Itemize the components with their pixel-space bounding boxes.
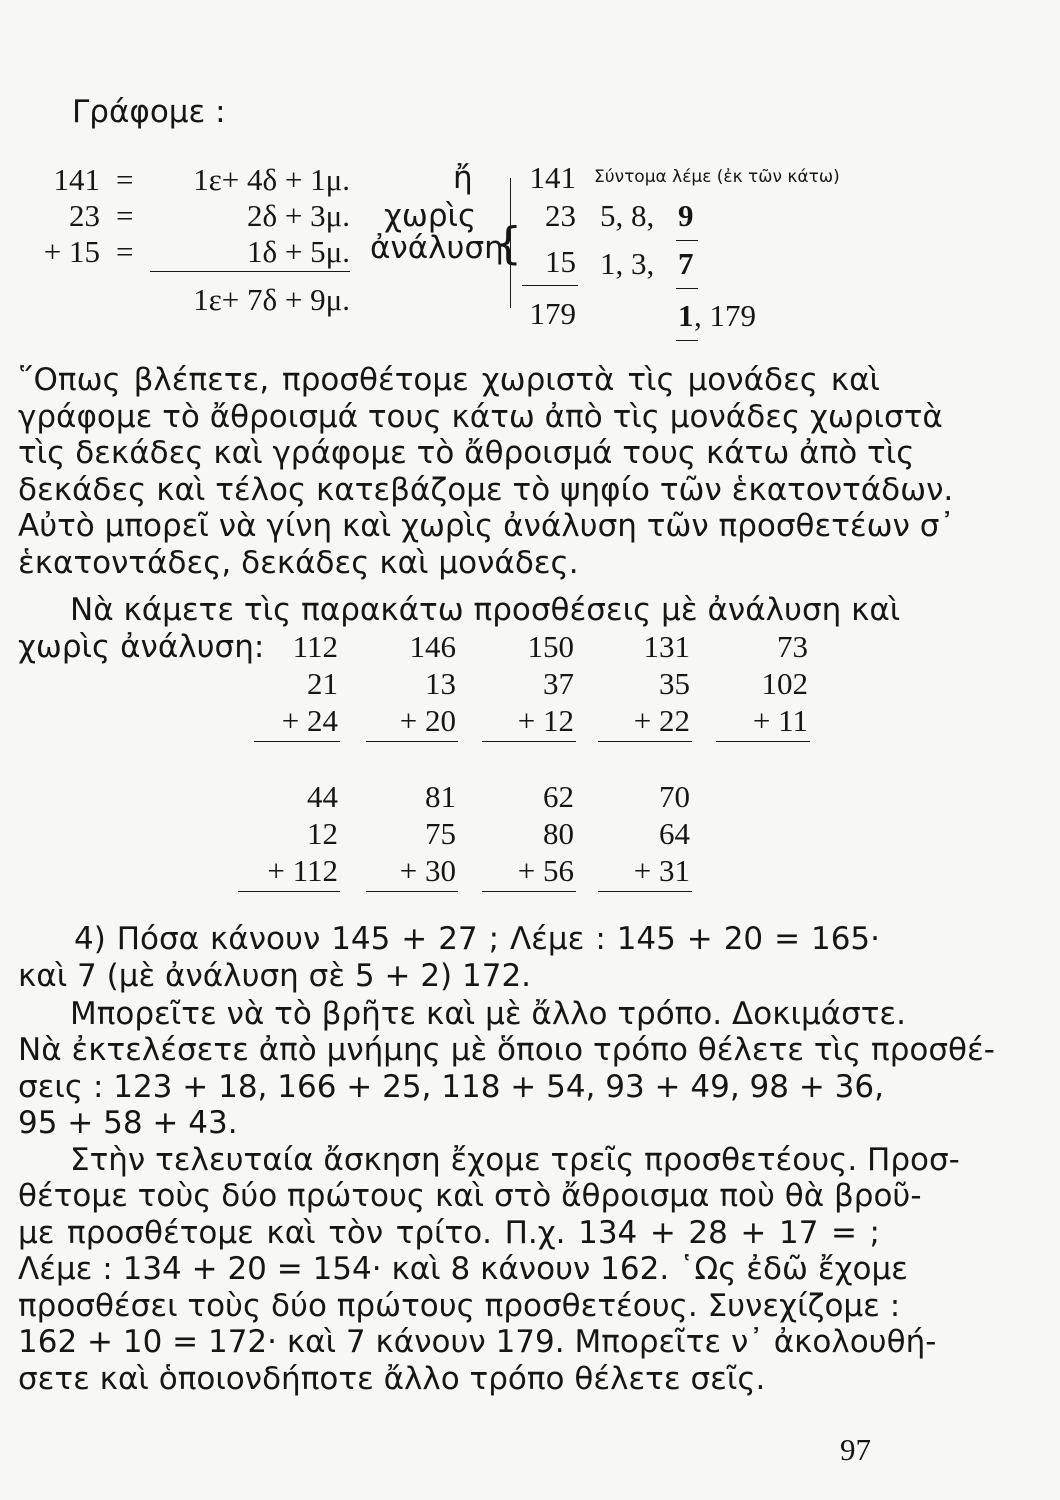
analysis-word: ἀνάλυση [370, 230, 504, 266]
text-line: με προσθέτομε καὶ τὸν τρίτο. Π.χ. 134 + 28 + 17 = ; [18, 1214, 880, 1251]
tens-rule [676, 288, 698, 289]
exercise-instruction [70, 592, 901, 629]
tens-carry-7: 7 [678, 246, 694, 281]
hundreds-digit: 1 [678, 298, 694, 333]
sum-rule [482, 891, 576, 892]
short-note: Σύντομα λέμε (ἐκ τῶν κάτω) [594, 167, 840, 187]
text-line: Λέμε : 134 + 20 = 154· καὶ 8 κάνουν 162. ῾Ως ἐδῶ ἔχομε [18, 1251, 908, 1287]
operand: 37 [543, 666, 574, 701]
without-word: χωρὶς [384, 198, 477, 234]
equals-sign: = [116, 234, 134, 269]
operand: 35 [659, 666, 690, 701]
expansion-141: 1ε+ 4δ + 1μ. [193, 162, 350, 197]
operand: 12 [307, 816, 338, 851]
operand: 21 [307, 666, 338, 701]
operand: + 31 [633, 853, 690, 888]
units-rule [676, 240, 698, 241]
text-line: σετε καὶ ὁποιονδήποτε ἄλλο τρόπο θέλετε σεῖς. [18, 1360, 766, 1397]
operand: + 112 [267, 853, 338, 888]
text-line: θέτομε τοὺς δύο πρώτους καὶ στὸ ἄθροισμα ποὺ θὰ βροῦ- [18, 1178, 922, 1214]
text-line: Νὰ ἐκτελέσετε ἀπὸ μνήμης μὲ ὅποιο τρόπο θέλετε τὶς προσθέ- [18, 1032, 995, 1068]
column-141: 141 [529, 160, 576, 195]
equals-sign: = [116, 198, 134, 233]
addend-141: 141 [53, 162, 100, 197]
operand: + 56 [517, 853, 574, 888]
text-line: προσθέσει τοὺς δύο πρώτους προσθετέους. Συνεχίζομε : [18, 1287, 901, 1324]
sum-rule [598, 741, 692, 742]
text-line: 4) Πόσα κάνουν 145 + 27 ; Λέμε : 145 + 20 = 165· [74, 921, 880, 957]
operand: + 30 [399, 853, 456, 888]
operand: 146 [409, 629, 456, 664]
text-line: ῞Οπως βλέπετε, προσθέτομε χωριστὰ τὶς μονάδες καὶ [18, 362, 880, 398]
text-line: ἑκατοντάδες, δεκάδες καὶ μονάδες. [18, 544, 579, 581]
text-line: δεκάδες καὶ τέλος κατεβάζομε τὸ ψηφίο τῶν ἑκατοντάδων. [18, 471, 954, 508]
sum-rule [482, 741, 576, 742]
column-15: 15 [545, 244, 576, 279]
expansion-sum: 1ε+ 7δ + 9μ. [193, 282, 350, 317]
question-4-line2: καὶ 7 (μὲ ἀνάλυση σὲ 5 + 2) 172. [18, 958, 532, 994]
operand: 64 [659, 816, 690, 851]
text-line: τὶς δεκάδες καὶ γράφομε τὸ ἄθροισμά τους κάτω ἀπὸ τὶς [18, 435, 915, 471]
exercise-instruction-2: χωρὶς ἀνάλυση: [18, 629, 265, 665]
operand: + 22 [633, 703, 690, 738]
final-result: , 179 [694, 298, 756, 333]
sum-rule [254, 741, 340, 742]
column-179: 179 [529, 296, 576, 331]
expansion-23: 2δ + 3μ. [247, 198, 350, 233]
text-line: Μπορεῖτε νὰ τὸ βρῆτε καὶ μὲ ἄλλο τρόπο. Δοκιμάστε. [70, 996, 907, 1032]
operand: 13 [425, 666, 456, 701]
final-rule [676, 340, 698, 341]
operand: 150 [527, 629, 574, 664]
curly-brace: { [494, 218, 522, 269]
operand: 70 [659, 779, 690, 814]
sum-rule [238, 891, 340, 892]
operand: 73 [777, 629, 808, 664]
operand: + 11 [752, 703, 808, 738]
operand: 102 [761, 666, 808, 701]
sum-rule [716, 741, 810, 742]
paragraph-try [70, 996, 907, 1033]
text-line: Νὰ κάμετε τὶς παρακάτω προσθέσεις μὲ ἀνάλυση καὶ [70, 592, 901, 628]
tens-row-digits: 1, 3, [600, 246, 655, 281]
expansion-15: 1δ + 5μ. [247, 234, 350, 269]
paragraph-three-addends [18, 1178, 937, 1397]
column-rule [522, 285, 578, 286]
operand: 75 [425, 816, 456, 851]
text-line: 95 + 58 + 43. [18, 1105, 238, 1141]
addend-15: + 15 [43, 234, 100, 269]
text-line: Αὐτὸ μπορεῖ νὰ γίνη καὶ χωρὶς ἀνάλυση τῶν προσθετέων σ᾿ [18, 508, 955, 544]
operand: 81 [425, 779, 456, 814]
text-line: σεις : 123 + 18, 166 + 25, 118 + 54, 93 + 49, 98 + 36, [18, 1068, 884, 1105]
paragraph-three-addends-line1 [70, 1142, 960, 1179]
operand: + 24 [281, 703, 338, 738]
operand: + 20 [399, 703, 456, 738]
text-line: 162 + 10 = 172· καὶ 7 κάνουν 179. Μπορεῖτε ν᾿ ἀκολουθή- [18, 1324, 937, 1360]
operand: 62 [543, 779, 574, 814]
or-word: ἤ [453, 160, 473, 196]
paragraph-mental [18, 1032, 995, 1142]
addend-23: 23 [69, 198, 100, 233]
sum-rule [366, 891, 458, 892]
operand: + 12 [517, 703, 574, 738]
units-carry-9: 9 [678, 198, 694, 233]
text-line: Στὴν τελευταία ἄσκηση ἔχομε τρεῖς προσθετέους. Προσ- [70, 1142, 960, 1178]
divider-line [510, 178, 511, 308]
sum-rule [598, 891, 692, 892]
operand: 44 [307, 779, 338, 814]
sum-rule [150, 271, 350, 272]
operand: 112 [292, 629, 338, 664]
question-4-line1 [74, 921, 880, 958]
operand: 131 [643, 629, 690, 664]
units-row-digits: 5, 8, [600, 198, 655, 233]
operand: 80 [543, 816, 574, 851]
equals-sign: = [116, 162, 134, 197]
column-23: 23 [545, 198, 576, 233]
paragraph-explanation [18, 362, 955, 581]
page-number: 97 [840, 1432, 871, 1467]
write-label: Γράφομε : [72, 94, 226, 130]
sum-rule [366, 741, 458, 742]
text-line: γράφομε τὸ ἄθροισμά τους κάτω ἀπὸ τὶς μονάδες χωριστὰ [18, 398, 943, 435]
